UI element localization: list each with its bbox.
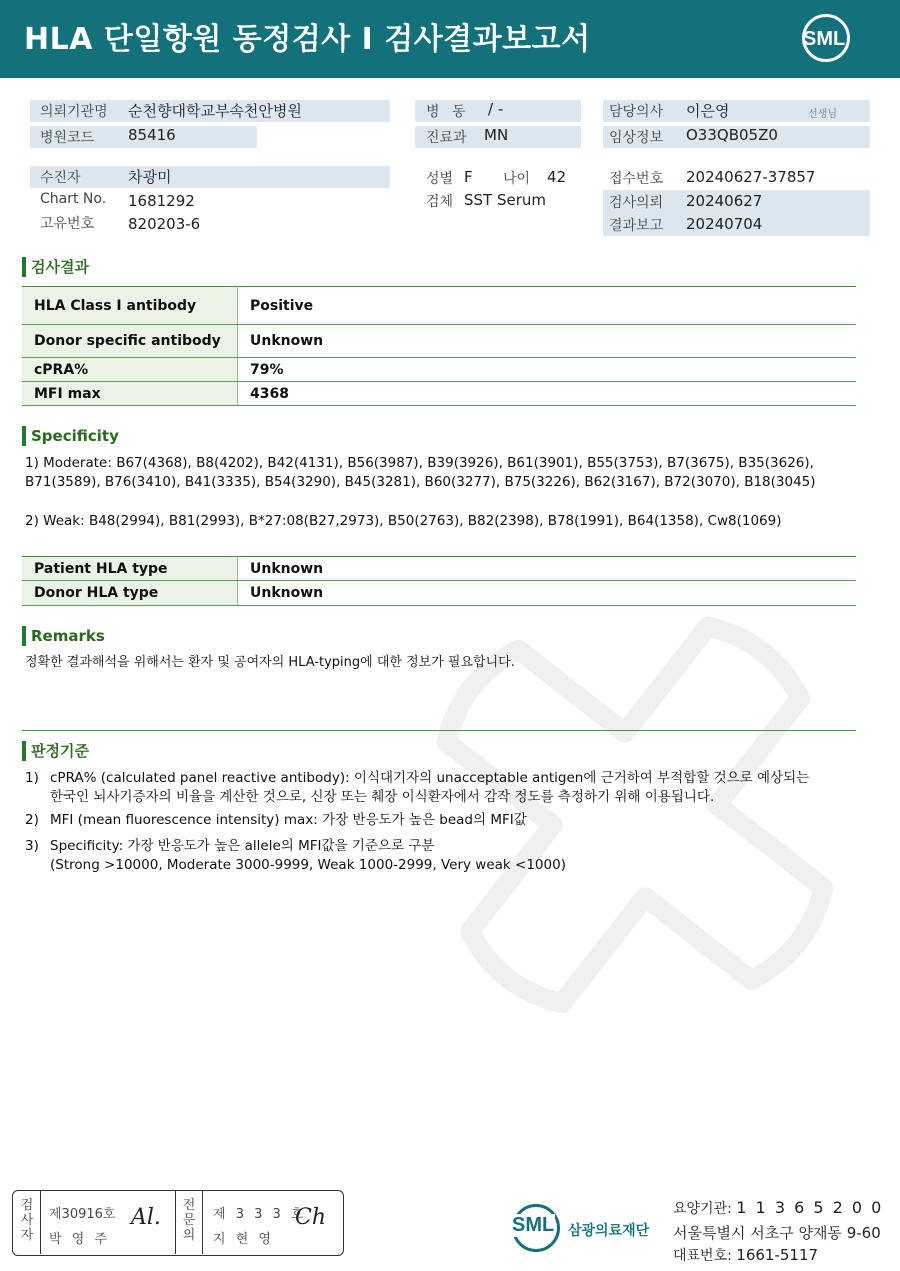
table-row <box>22 358 856 382</box>
care-label: 요양기관: <box>673 1201 732 1217</box>
criteria-line-2: (Strong >10000, Moderate 3000-9999, Weak 1000-2999, Very weak <1000) <box>50 857 566 873</box>
hospital-code-value: 85416 <box>128 126 176 144</box>
footer-address: 서울특별시 서초구 양재동 9-60 <box>673 1224 881 1242</box>
age-label: 나이 <box>503 171 531 187</box>
ward-label: 병 동 <box>426 104 466 120</box>
doctor-label: 담당의사 <box>609 104 664 120</box>
patient-label: 수진자 <box>40 170 81 186</box>
examiner-label: 검사자 <box>20 1198 34 1243</box>
dept-value: MN <box>484 126 509 144</box>
clinical-label: 임상정보 <box>609 130 664 146</box>
unique-label: 고유번호 <box>40 216 95 232</box>
footer-org-name: 삼광의료재단 <box>568 1223 650 1239</box>
result-key: MFI max <box>22 382 238 406</box>
criteria-section-title: 판정기준 <box>22 741 89 761</box>
chart-label: Chart No. <box>40 191 107 207</box>
moderate-line-2: B71(3589), B76(3410), B41(3335), B54(3290), B45(3281), B60(3277), B75(3226), B62(3167), B72(3070), B18(3045) <box>25 474 816 490</box>
examiner-name: 박 영 주 <box>49 1232 110 1247</box>
footer-logo-text: SML <box>512 1214 555 1236</box>
request-org-label: 의뢰기관명 <box>40 104 108 120</box>
phone-label: 대표번호: <box>673 1248 732 1264</box>
chart-value: 1681292 <box>128 192 195 210</box>
hla-type-value: Unknown <box>238 557 857 581</box>
specialist-name: 지 현 영 <box>213 1232 274 1247</box>
result-key: HLA Class I antibody <box>22 287 238 325</box>
result-report-label: 결과보고 <box>609 218 664 234</box>
table-row <box>22 581 856 606</box>
age-value: 42 <box>547 168 567 186</box>
result-value: Unknown <box>238 325 857 358</box>
examiner-signature: Al. <box>131 1205 161 1230</box>
result-value: 4368 <box>238 382 857 406</box>
weak-line: 2) Weak: B48(2994), B81(2993), B*27:08(B27,2973), B50(2763), B82(2398), B78(1991), B64(1358), Cw8(1069) <box>25 513 782 529</box>
doctor-suffix: 선생님 <box>808 109 837 120</box>
patient-value: 차광미 <box>128 168 172 186</box>
result-value: Positive <box>238 287 857 325</box>
signature-box <box>12 1190 344 1256</box>
specimen-label: 검체 <box>426 194 454 210</box>
remarks-section-title: Remarks <box>22 626 105 646</box>
table-row <box>22 557 856 581</box>
criteria-line-1: cPRA% (calculated panel reactive antibody): 이식대기자의 unacceptable antigen에 근거하여 부적합할 것으로 예상되는 <box>50 770 810 786</box>
receipt-label: 접수번호 <box>609 171 664 187</box>
sex-label: 성별 <box>426 171 454 187</box>
hla-type-key: Donor HLA type <box>22 581 238 606</box>
criteria-line-1: Specificity: 가장 반응도가 높은 allele의 MFI값을 기준으로 구분 <box>50 838 435 854</box>
table-row <box>22 382 856 406</box>
request-org-value: 순천향대학교부속천안병원 <box>128 102 302 120</box>
divider <box>175 1191 176 1254</box>
criteria-line-1: MFI (mean fluorescence intensity) max: 가장 반응도가 높은 bead의 MFI값 <box>50 812 527 828</box>
moderate-line-1: 1) Moderate: B67(4368), B8(4202), B42(4131), B56(3987), B39(3926), B61(3901), B55(3753), B7(3675), B35(3626), <box>25 455 814 471</box>
specialist-signature: Ch <box>295 1205 327 1230</box>
result-value: 79% <box>238 358 857 382</box>
test-request-value: 20240627 <box>686 192 763 210</box>
sex-value: F <box>464 168 473 186</box>
patient-box <box>30 166 390 188</box>
phone-number: 1661-5117 <box>736 1246 819 1264</box>
hla-type-value: Unknown <box>238 581 857 606</box>
specimen-value: SST Serum <box>464 191 547 209</box>
footer-phone <box>673 1245 818 1265</box>
unique-value: 820203-6 <box>128 215 201 233</box>
divider <box>202 1191 203 1254</box>
clinical-value: O33QB05Z0 <box>686 126 778 144</box>
remarks-text: 정확한 결과해석을 위해서는 환자 및 공여자의 HLA-typing에 대한 정보가 필요합니다. <box>25 655 515 670</box>
results-section-title: 검사결과 <box>22 257 89 277</box>
criteria-num: 1) <box>25 770 39 786</box>
table-row <box>22 325 856 358</box>
sml-logo-text: SML <box>803 28 846 50</box>
care-number: 1 1 3 6 5 2 0 0 <box>736 1198 884 1217</box>
dept-label: 진료과 <box>426 130 467 146</box>
receipt-value: 20240627-37857 <box>686 168 816 186</box>
results-table <box>22 286 856 406</box>
report-header <box>0 0 900 78</box>
criteria-num: 2) <box>25 812 39 828</box>
criteria-line-2: 한국인 뇌사기증자의 비율을 계산한 것으로, 신장 또는 췌장 이식환자에서 감작 정도를 측정하기 위해 이용됩니다. <box>50 789 715 805</box>
hla-type-key: Patient HLA type <box>22 557 238 581</box>
criteria-num: 3) <box>25 838 39 854</box>
hla-type-table <box>22 556 856 606</box>
specialist-number: 제 3 3 3 호 <box>213 1207 307 1222</box>
result-report-value: 20240704 <box>686 215 763 233</box>
result-key: Donor specific antibody <box>22 325 238 358</box>
examiner-number: 제30916호 <box>49 1207 116 1222</box>
ward-value: / - <box>488 100 504 118</box>
footer-care-number <box>673 1198 883 1218</box>
doctor-value: 이은영 <box>686 102 730 120</box>
specificity-section-title: Specificity <box>22 426 119 446</box>
report-title: HLA 단일항원 동정검사 I 검사결과보고서 <box>24 22 591 57</box>
hospital-code-label: 병원코드 <box>40 130 95 146</box>
divider <box>40 1191 41 1254</box>
remarks-divider <box>22 730 856 731</box>
test-request-label: 검사의뢰 <box>609 195 664 211</box>
table-row <box>22 287 856 325</box>
specialist-label: 전문의 <box>182 1198 196 1243</box>
result-key: cPRA% <box>22 358 238 382</box>
